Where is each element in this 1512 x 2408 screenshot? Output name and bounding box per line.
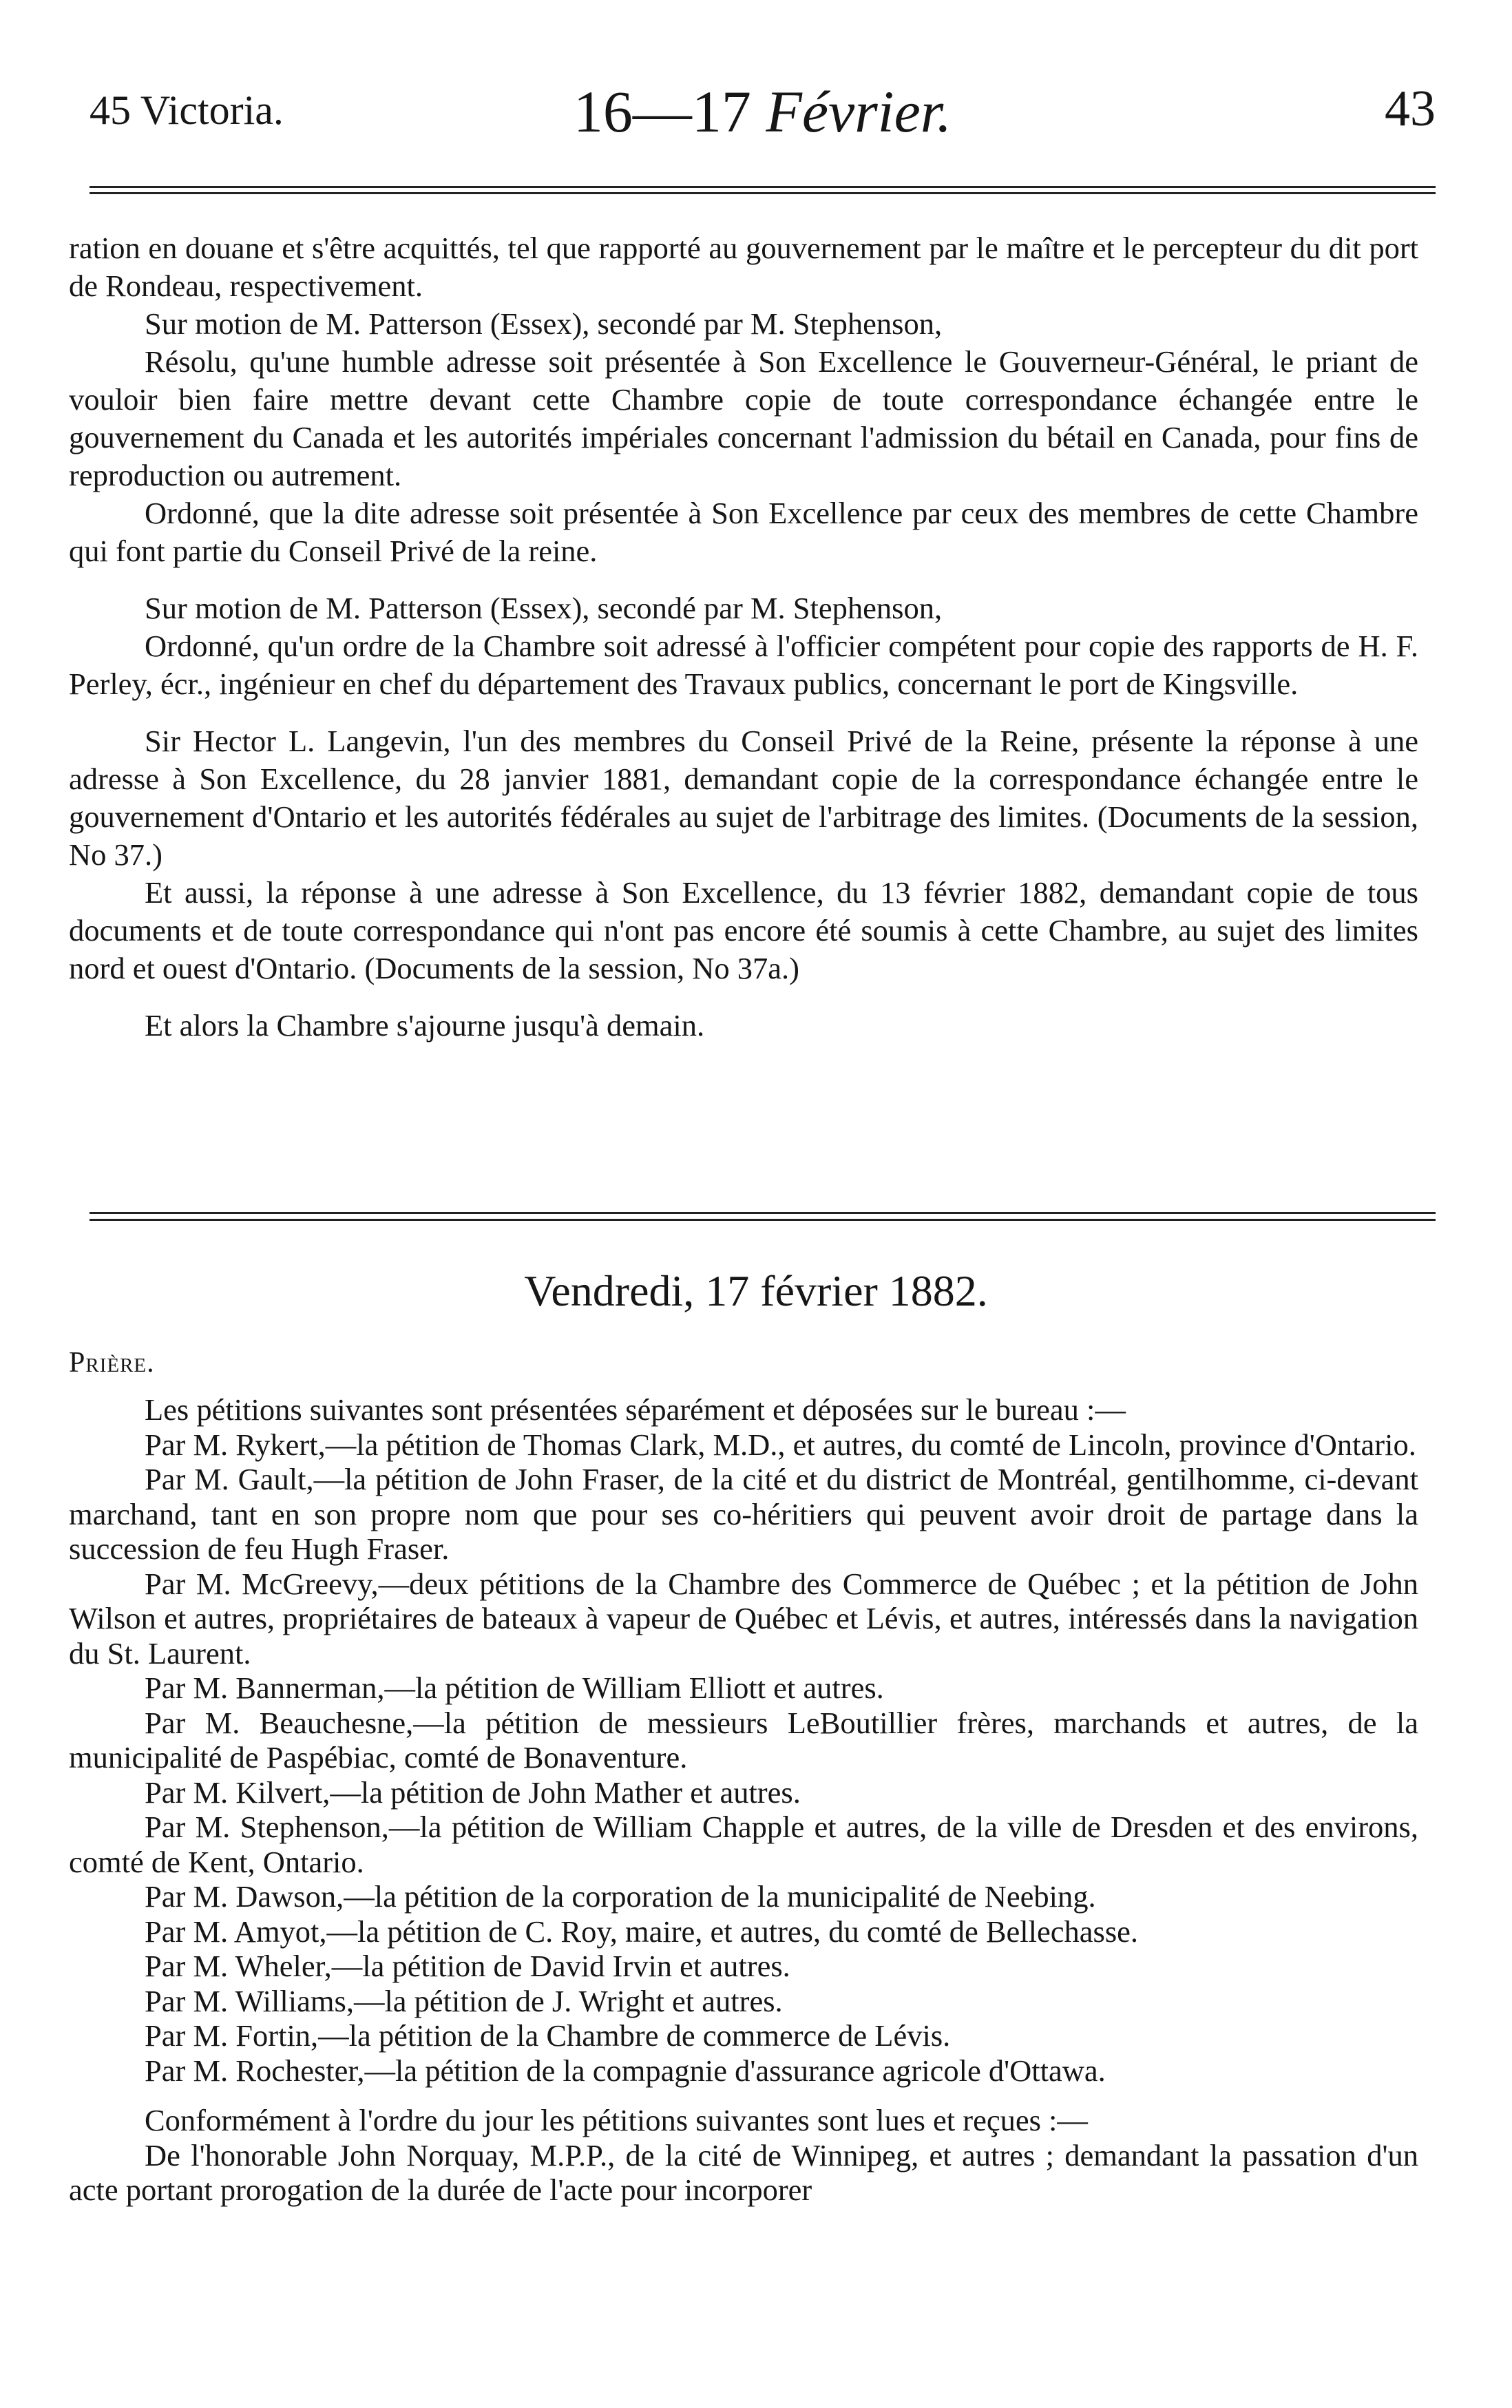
section-double-rule: [90, 1212, 1436, 1221]
paragraph-adjournment: Et alors la Chambre s'ajourne jusqu'à demain.: [145, 1008, 705, 1043]
header-date-month: Février.: [766, 78, 952, 145]
petition-fortin: Par M. Fortin,—la pétition de la Chambre de commerce de Lévis.: [145, 2018, 951, 2053]
header-double-rule: [90, 186, 1436, 194]
page-number: 43: [1385, 81, 1436, 137]
petition-stephenson: Par M. Stephenson,—la pétition de William Chapple et autres, de la ville de Dresden et des environs, comté de Kent, Ontario.: [69, 1810, 1418, 1879]
header-date-days: 16—17: [573, 78, 751, 145]
petition-dawson: Par M. Dawson,—la pétition de la corporation de la municipalité de Neebing.: [145, 1879, 1096, 1914]
header-date: [90, 77, 1436, 146]
petition-kilvert: Par M. Kilvert,—la pétition de John Mather et autres.: [145, 1774, 801, 1810]
proceedings-feb-16: [69, 229, 1418, 1045]
paragraph-order-kingsville: Ordonné, qu'un ordre de la Chambre soit adressé à l'officier compétent pour copie des rapports de H. F. Perley, écr., ingénieur en chef du département des Travaux publics, concernant le port de Kingsville.: [69, 629, 1418, 701]
petition-williams: Par M. Williams,—la pétition de J. Wright et autres.: [145, 1983, 783, 2018]
petition-beauchesne: Par M. Beauchesne,—la pétition de messieurs LeBoutillier frères, marchands et autres, de la municipalité de Paspébiac, comté de Bonaventure.: [69, 1705, 1418, 1774]
petition-mcgreevy: Par M. McGreevy,—deux pétitions de la Chambre des Commerce de Québec ; et la pétition de John Wilson et autres, propriétaires de bateaux à vapeur de Québec et Lévis, et autres, intéressés dans la navigation du St. Laurent.: [69, 1566, 1418, 1671]
paragraph-motion-patterson: Sur motion de M. Patterson (Essex), secondé par M. Stephenson,: [145, 306, 943, 341]
proceedings-feb-17: [69, 1392, 1418, 2208]
paragraph-langevin-reply: Sir Hector L. Langevin, l'un des membres du Conseil Privé de la Reine, présente la réponse à une adresse à Son Excellence, du 28 janvier 1881, demandant copie de la correspondance échangée entre le gouvernement d'Ontario et les autorités fédérales au sujet de l'arbitrage des limites. (Documents de la session, No 37.): [69, 724, 1418, 872]
petitions-read-intro: Conformément à l'ordre du jour les pétitions suivantes sont lues et reçues :—: [145, 2103, 1088, 2137]
priere-heading: Prière.: [69, 1347, 155, 1379]
day-heading: Vendredi, 17 février 1882.: [524, 1266, 988, 1315]
petition-norquay: De l'honorable John Norquay, M.P.P., de la cité de Winnipeg, et autres ; demandant la passation d'un acte portant prorogation de la durée de l'acte pour incorporer: [69, 2137, 1418, 2207]
paragraph-motion-patterson-2: Sur motion de M. Patterson (Essex), secondé par M. Stephenson,: [145, 591, 943, 625]
paragraph-resolution-cattle: Résolu, qu'une humble adresse soit présentée à Son Excellence le Gouverneur-Général, le priant de vouloir bien faire mettre devant cette Chambre copie de toute correspondance échangée entre le gouvernement du Canada et les autorités impériales concernant l'admission du bétail en Canada, pour fins de reproduction ou autrement.: [69, 344, 1418, 492]
petitions-intro: Les pétitions suivantes sont présentées séparément et déposées sur le bureau :—: [145, 1392, 1126, 1427]
petition-bannerman: Par M. Bannerman,—la pétition de William Elliott et autres.: [145, 1671, 884, 1705]
petition-rykert: Par M. Rykert,—la pétition de Thomas Clark, M.D., et autres, du comté de Lincoln, province d'Ontario.: [145, 1427, 1416, 1462]
page-header: [90, 77, 1436, 145]
petition-wheler: Par M. Wheler,—la pétition de David Irvin et autres.: [145, 1949, 790, 1983]
header-session: 45 Victoria.: [90, 87, 284, 133]
paragraph-reply-ontario-limits: Et aussi, la réponse à une adresse à Son Excellence, du 13 février 1882, demandant copie de tous documents et de toute correspondance qui n'ont pas encore été soumis à cette Chambre, au sujet des limites nord et ouest d'Ontario. (Documents de la session, No 37a.): [69, 875, 1418, 985]
petition-rochester: Par M. Rochester,—la pétition de la compagnie d'assurance agricole d'Ottawa.: [145, 2053, 1106, 2088]
paragraph-continuation: ration en douane et s'être acquittés, tel que rapporté au gouvernement par le maître et le percepteur du dit port de Rondeau, respectivement.: [69, 231, 1418, 303]
petition-gault: Par M. Gault,—la pétition de John Fraser, de la cité et du district de Montréal, gentilhomme, ci-devant marchand, tant en son propre nom que pour ses co-héritiers qui peuvent avoir droit de partage dans la succession de feu Hugh Fraser.: [69, 1462, 1418, 1566]
petition-amyot: Par M. Amyot,—la pétition de C. Roy, maire, et autres, du comté de Bellechasse.: [145, 1914, 1139, 1949]
paragraph-order-address: Ordonné, que la dite adresse soit présentée à Son Excellence par ceux des membres de cette Chambre qui font partie du Conseil Privé de la reine.: [69, 496, 1418, 568]
